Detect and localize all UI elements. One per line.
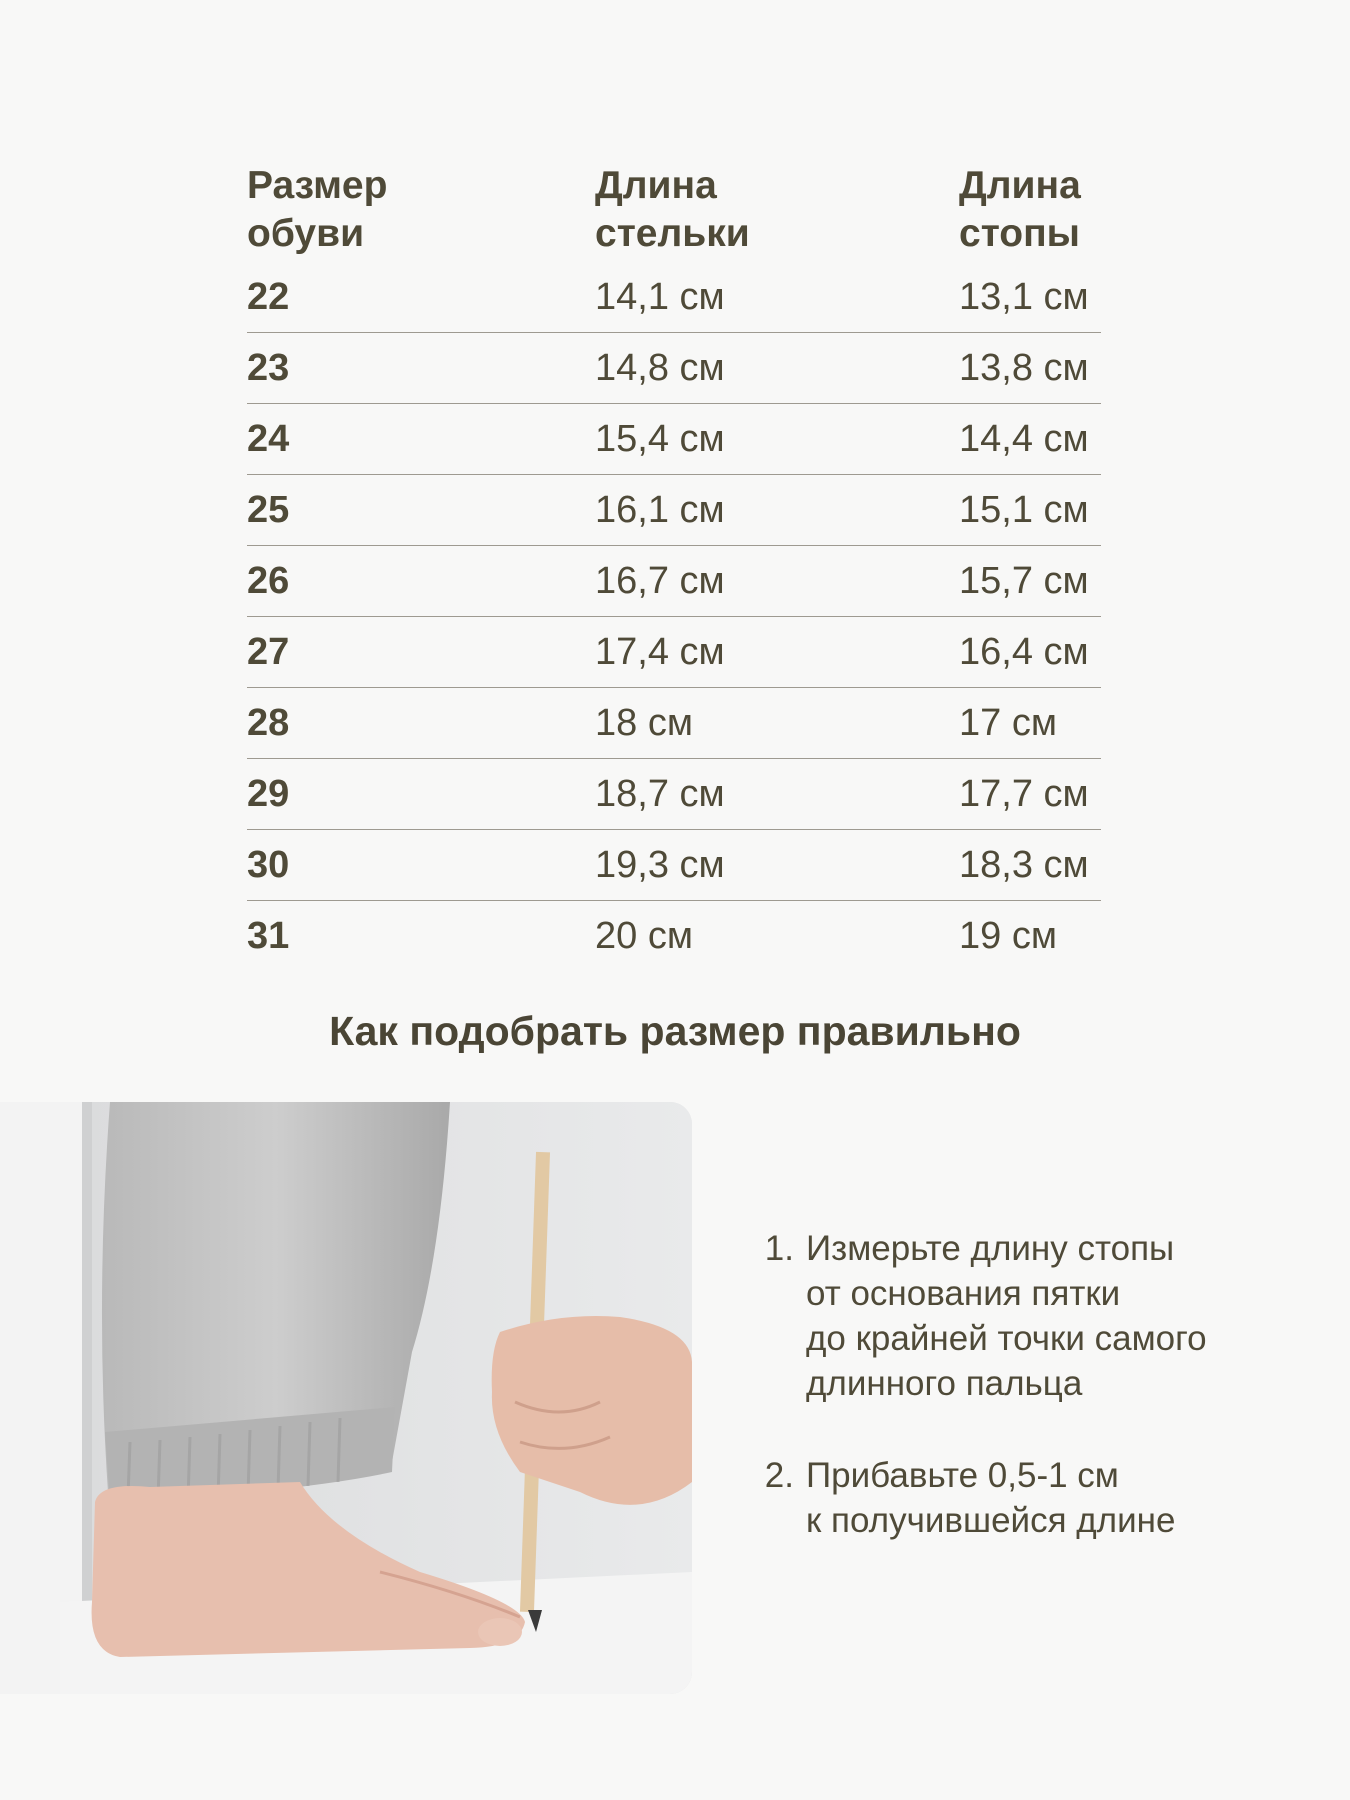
table-header-row: [247, 162, 1101, 262]
step-2: [748, 1453, 1328, 1543]
size-cell: 31: [247, 914, 290, 957]
foot-measuring-photo: [0, 1102, 692, 1694]
size-chart-table: [247, 162, 1101, 971]
size-cell: 28: [247, 701, 290, 744]
size-cell: 30: [247, 843, 290, 886]
guide-title: Как подобрать размер правильно: [329, 1008, 1021, 1054]
foot-length-cell: 15,7 см: [959, 559, 1089, 602]
foot-length-cell: 13,1 см: [959, 275, 1089, 318]
header-foot-length: Длина стопы: [959, 164, 1081, 255]
foot-length-cell: 16,4 см: [959, 630, 1089, 673]
foot-length-cell: 14,4 см: [959, 417, 1089, 460]
foot-length-cell: 13,8 см: [959, 346, 1089, 389]
insole-length-cell: 14,8 см: [595, 346, 725, 389]
size-cell: 27: [247, 630, 290, 673]
insole-length-cell: 15,4 см: [595, 417, 725, 460]
size-cell: 24: [247, 417, 290, 460]
header-insole-length: Длина стельки: [595, 164, 750, 255]
insole-length-cell: 18,7 см: [595, 772, 725, 815]
table-row: [247, 333, 1101, 404]
table-row: [247, 404, 1101, 475]
step-text: Измерьте длину стопы от основания пятки до крайней точки самого длинного пальца: [806, 1229, 1207, 1403]
foot-length-cell: 18,3 см: [959, 843, 1089, 886]
insole-length-cell: 19,3 см: [595, 843, 725, 886]
table-row: [247, 475, 1101, 546]
insole-length-cell: 18 см: [595, 701, 693, 744]
size-cell: 29: [247, 772, 290, 815]
foot-length-cell: 17 см: [959, 701, 1057, 744]
size-cell: 22: [247, 275, 290, 318]
measuring-instructions: [748, 1226, 1328, 1590]
table-row: [247, 901, 1101, 971]
size-cell: 23: [247, 346, 290, 389]
foot-length-cell: 17,7 см: [959, 772, 1089, 815]
size-cell: 26: [247, 559, 290, 602]
foot-length-cell: 19 см: [959, 914, 1057, 957]
table-row: [247, 830, 1101, 901]
insole-length-cell: 20 см: [595, 914, 693, 957]
header-shoe-size: Размер обуви: [247, 164, 388, 255]
step-number: 2.: [764, 1456, 794, 1495]
insole-length-cell: 17,4 см: [595, 630, 725, 673]
table-row: [247, 546, 1101, 617]
step-text: Прибавьте 0,5-1 см к получившейся длине: [806, 1456, 1176, 1540]
step-1: [748, 1226, 1328, 1406]
insole-length-cell: 16,1 см: [595, 488, 725, 531]
table-body: [247, 262, 1101, 971]
foot-length-cell: 15,1 см: [959, 488, 1089, 531]
insole-length-cell: 14,1 см: [595, 275, 725, 318]
table-row: [247, 759, 1101, 830]
step-number: 1.: [764, 1229, 794, 1268]
table-row: [247, 262, 1101, 333]
table-row: [247, 617, 1101, 688]
insole-length-cell: 16,7 см: [595, 559, 725, 602]
table-row: [247, 688, 1101, 759]
size-cell: 25: [247, 488, 290, 531]
